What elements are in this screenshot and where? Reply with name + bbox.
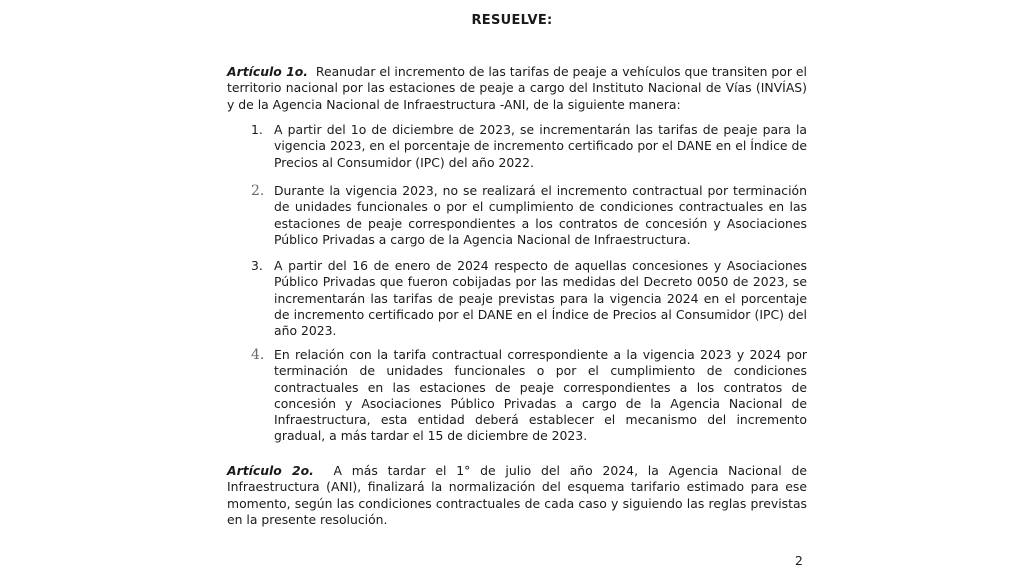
list-item-text: En relación con la tarifa contractual correspondiente a la vigencia 2023 y 2024 por terminación de unidades funcionales o por el cumplimiento de condiciones contractuales en las estaciones de peaje correspondientes a los contratos de concesión y Asociaciones Público Privadas a cargo de la Agencia Nacional de Infraestructura, esta entidad deberá establecer el mecanismo del incremento gradual, a más tardar el 15 de diciembre de 2023. bbox=[274, 347, 807, 444]
list-item-1 bbox=[251, 122, 807, 171]
article-2-text: A más tardar el 1° de julio del año 2024, la Agencia Nacional de Infraestructura (ANI), finalizará la normalización del esquema tarifario estimado para ese momento, según las condiciones contractuales de cada caso y siguiendo las reglas previstas en la presente resolución. bbox=[227, 463, 808, 527]
list-item-number: 3. bbox=[251, 258, 263, 273]
list-item-number: 4. bbox=[251, 347, 265, 363]
article-1-text: Reanudar el incremento de las tarifas de peaje a vehículos que transiten por el territorio nacional por las estaciones de peaje a cargo del Instituto Nacional de Vías (INVÍAS) y de la Agencia Nacional de Infraestructura -ANI, de la siguiente manera: bbox=[227, 64, 807, 112]
article-1-label: Artículo 1o. bbox=[227, 64, 308, 79]
list-item-3 bbox=[251, 258, 807, 339]
page-number: 2 bbox=[795, 553, 803, 568]
list-item-text: A partir del 1o de diciembre de 2023, se incrementarán las tarifas de peaje para la vigencia 2023, en el porcentaje de incremento certificado por el DANE en el Índice de Precios al Consumidor (IPC) del año 2022. bbox=[274, 122, 807, 170]
list-item-number: 1. bbox=[251, 122, 263, 137]
article-1-paragraph bbox=[227, 64, 807, 113]
list-item-text: Durante la vigencia 2023, no se realizará el incremento contractual por terminación de unidades funcionales o por el cumplimiento de condiciones contractuales en las estaciones de peaje correspondientes a los contratos de concesión y Asociaciones Público Privadas a cargo de la Agencia Nacional de Infraestructura. bbox=[274, 183, 807, 247]
article-2-label: Artículo 2o. bbox=[227, 463, 314, 478]
resolution-heading: RESUELVE: bbox=[471, 13, 553, 28]
list-item-number: 2. bbox=[251, 183, 265, 199]
list-item-4 bbox=[251, 347, 807, 445]
list-item-text: A partir del 16 de enero de 2024 respecto de aquellas concesiones y Asociaciones Público Privadas que fueron cobijadas por las medidas del Decreto 0050 de 2023, se incrementarán las tarifas de peaje previstas para la vigencia 2024 en el porcentaje de incremento certificado por el DANE en el Índice de Precios al Consumidor (IPC) del año 2023. bbox=[274, 258, 807, 339]
list-item-2 bbox=[251, 183, 807, 248]
article-2-paragraph bbox=[227, 463, 807, 528]
